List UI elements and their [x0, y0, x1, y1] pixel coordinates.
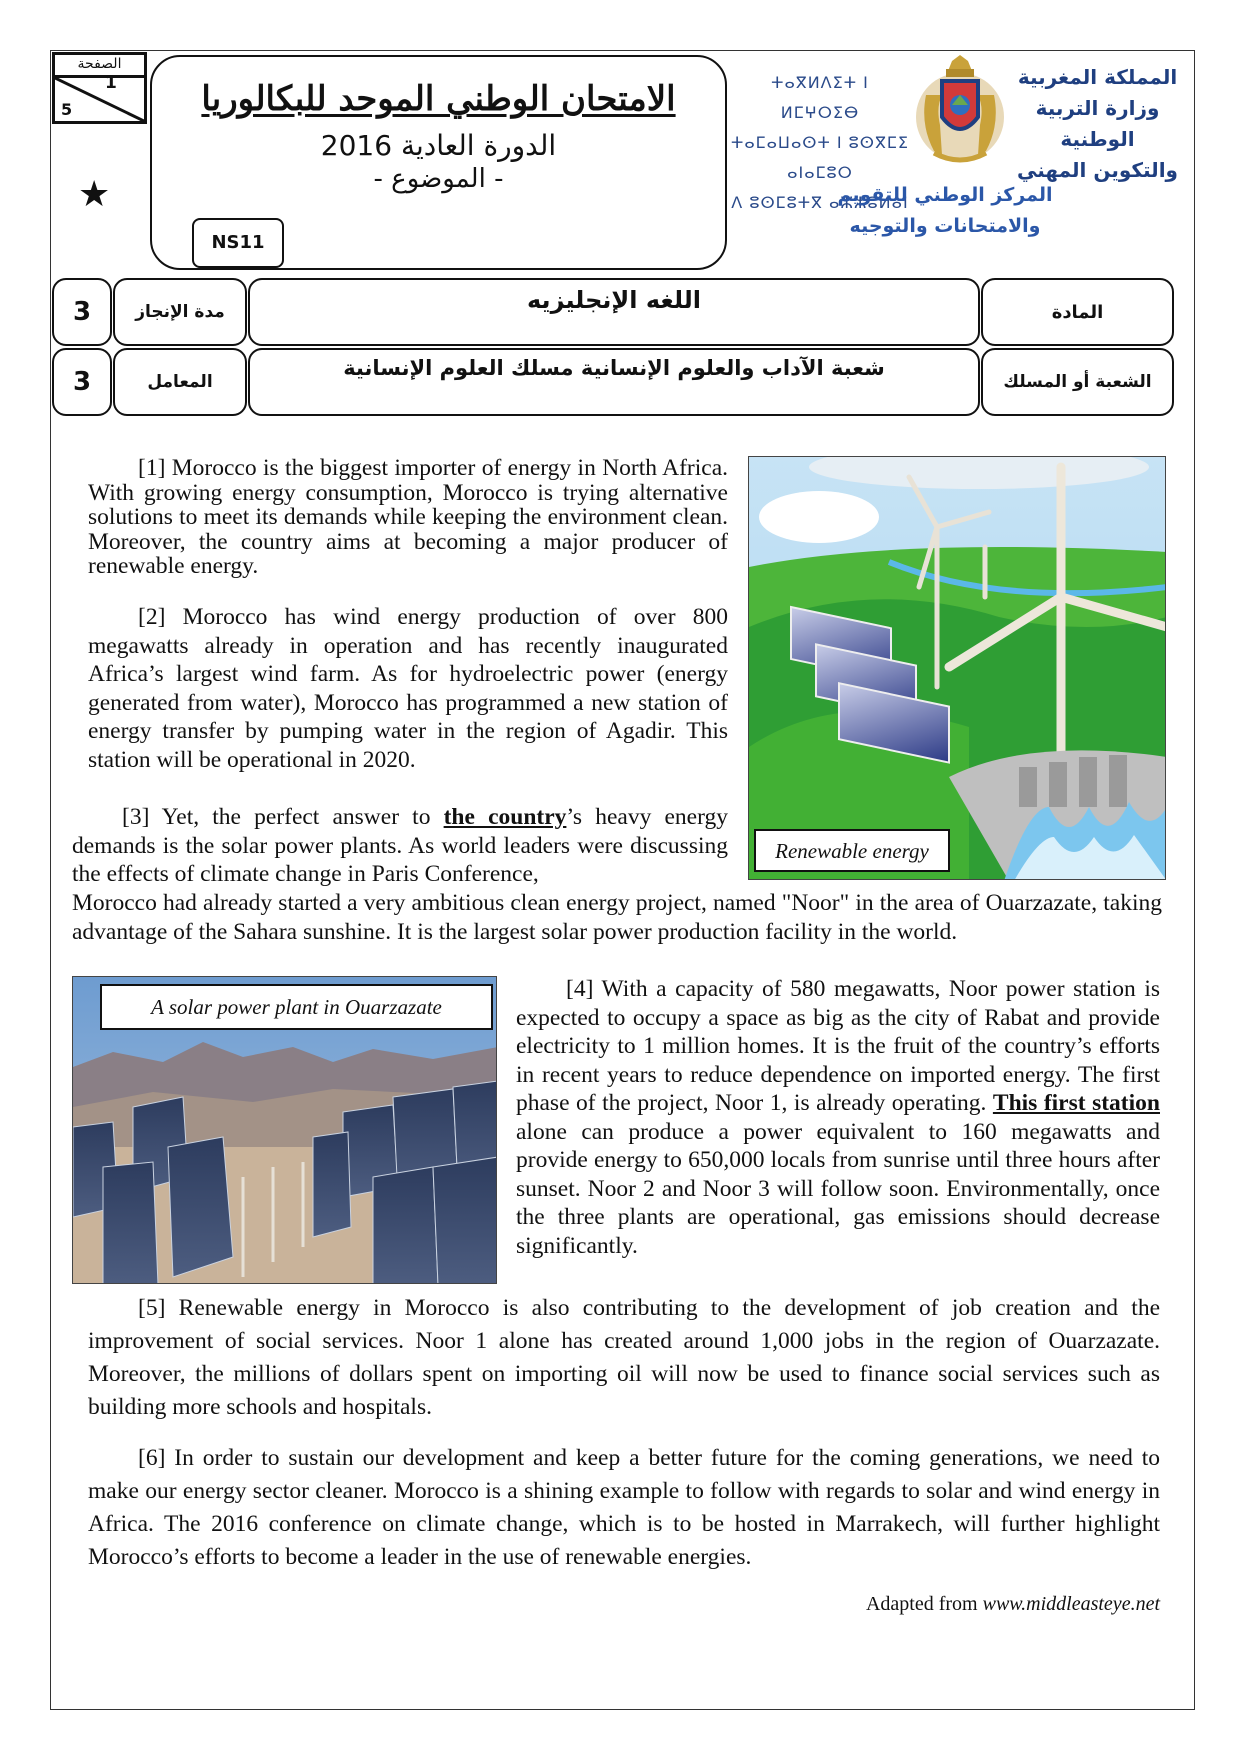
- source-prefix: Adapted from: [865, 1593, 983, 1615]
- highlighted-reference-this-first-station: This first station: [992, 1090, 1160, 1116]
- exam-code: NS11: [192, 218, 284, 268]
- coefficient-value: 3: [52, 348, 112, 416]
- center-line: المركز الوطني للتقويم: [837, 184, 1053, 206]
- tifinagh-line: ⵜⴰⴳⵍⴷⵉⵜ ⵏ ⵍⵎⵖⵔⵉⴱ: [771, 73, 869, 122]
- subject-field-label: المادة: [981, 278, 1174, 346]
- solar-plant-caption: A solar power plant in Ouarzazate: [100, 984, 493, 1030]
- ministry-line: والتكوين المهني: [1017, 158, 1178, 182]
- source-attribution: [866, 1593, 1160, 1616]
- coat-of-arms-icon: [912, 55, 1008, 167]
- renewable-energy-image: [749, 457, 1166, 880]
- paragraph-3: [72, 803, 728, 889]
- paragraph-3-text: [3] Yet, the perfect answer to: [122, 804, 444, 830]
- paragraph-4-text: [4] With a capacity of 580 megawatts, Noor power station is expected to occupy a space as big as the city of Rabat and provide electricity to 1 million homes. It is the fruit of the country’s efforts in recent years to reduce dependence on imported energy. The first phase of the project, Noor 1, is already operating.: [516, 976, 1160, 1116]
- page-label: الصفحة: [55, 55, 144, 78]
- paragraph-4: [516, 975, 1160, 1260]
- tifinagh-line: ⴷ ⵓⵙⵎⵓⵜⴳ ⴰⵣⵣⵓⵍⴰⵏ: [731, 193, 909, 212]
- center-line: والامتحانات والتوجيه: [849, 215, 1041, 237]
- branch-label: الشعبة أو المسلك: [981, 348, 1174, 416]
- tifinagh-line: ⵜⴰⵎⴰⵡⴰⵙⵜ ⵏ ⵓⵙⴳⵎⵉ ⴰⵏⴰⵎⵓⵔ: [731, 133, 909, 182]
- ministry-line: وزارة التربية الوطنية: [1035, 96, 1160, 151]
- paragraph-3-continuation: Morocco had already started a very ambitious clean energy project, named "Noor" in the area of Ouarzazate, taking advantage of the Sahara sunshine. It is the largest solar power production facility in the world.: [72, 890, 1162, 945]
- assessment-center-name: [830, 180, 1060, 242]
- renewable-energy-illustration: [748, 456, 1166, 880]
- source-site: www.middleasteye.net: [982, 1593, 1160, 1615]
- exam-session: الدورة العادية 2016: [320, 129, 557, 162]
- branch-value: شعبة الآداب والعلوم الإنسانية مسلك العلوم الإنسانية: [248, 348, 980, 416]
- page-current: 1: [105, 73, 117, 93]
- star-icon: ★: [78, 174, 111, 214]
- highlighted-reference-the-country: the country: [443, 804, 567, 830]
- paragraph-4-text: alone can produce a power equivalent to 160 megawatts and provide energy to 650,000 locals from sunrise until three hours after sunset. Noor 2 and Noor 3 will follow soon. Environmentally, once the three plants are operational, gas emissions should decrease significantly.: [516, 1118, 1160, 1259]
- ministry-line: المملكة المغربية: [1017, 65, 1178, 89]
- paragraph-2: [2] Morocco has wind energy production of over 800 megawatts already in operation and has recently inaugurated Africa’s largest wind farm. As for hydroelectric power (energy generated from water), Morocco has programmed a new station of energy transfer by pumping water in the region of Agadir. This station will be operational in 2020.: [88, 604, 728, 773]
- paragraph-3-text: ’s heavy energy demands is the solar power plants. As world leaders were discussing the effects of climate change in Paris Conference,: [72, 804, 728, 887]
- ministry-name: [1010, 62, 1185, 186]
- paragraph-1: [1] Morocco is the biggest importer of energy in North Africa. With growing energy consumption, Morocco is trying alternative solutions to meet its demands while keeping the environment clean. Moreover, the country aims at becoming a major producer of renewable energy.: [88, 455, 728, 579]
- page-total: 5: [61, 100, 73, 119]
- page-number-box: [52, 52, 147, 124]
- exam-title: الامتحان الوطني الموحد للبكالوريا: [201, 79, 676, 119]
- paragraph-6: [6] In order to sustain our development and keep a better future for the coming generations, we need to make our energy sector cleaner. Morocco is a shining example to follow with regards to solar and wind energy in Africa. The 2016 conference on climate change, which is to be hosted in Marrakech, will further highlight Morocco’s efforts to become a leader in the use of renewable energies.: [88, 1445, 1160, 1570]
- subject-value: اللغه الإنجليزيه: [248, 278, 980, 346]
- paragraph-5: [5] Renewable energy in Morocco is also contributing to the development of job creation and the improvement of social services. Noor 1 alone has created around 1,000 jobs in the region of Ouarzazate. Moreover, the millions of dollars spent on importing oil will now be used to finance social services such as building more schools and hospitals.: [88, 1295, 1160, 1420]
- renewable-energy-caption: Renewable energy: [754, 829, 950, 872]
- subject-label: - الموضوع -: [373, 164, 504, 194]
- coefficient-label: المعامل: [113, 348, 247, 416]
- duration-value: 3: [52, 278, 112, 346]
- duration-label: مدة الإنجاز: [113, 278, 247, 346]
